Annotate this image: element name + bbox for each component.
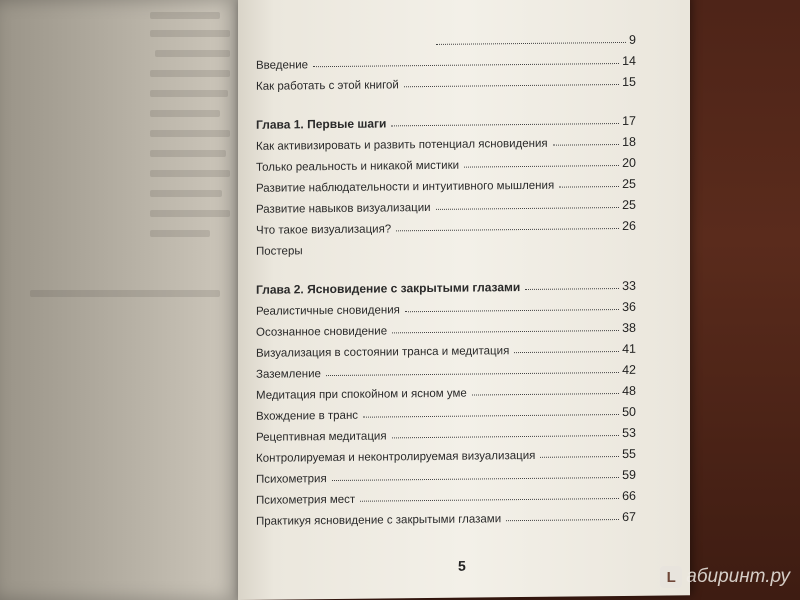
dot-leader bbox=[363, 414, 619, 418]
toc-page-number: 53 bbox=[622, 425, 636, 440]
toc-page-number: 48 bbox=[622, 383, 636, 398]
dot-leader bbox=[313, 63, 619, 67]
ghost-text-line bbox=[150, 110, 220, 117]
ghost-text-line bbox=[150, 70, 230, 77]
ghost-text-line bbox=[150, 150, 226, 157]
dot-leader bbox=[396, 228, 619, 231]
dot-leader bbox=[472, 393, 619, 396]
toc-page-number: 18 bbox=[622, 134, 636, 149]
ghost-text-line bbox=[150, 90, 228, 97]
toc-page-number: 66 bbox=[622, 488, 636, 503]
dot-leader bbox=[391, 123, 619, 126]
toc-entry-title: Что такое визуализация? bbox=[256, 223, 392, 237]
dot-leader bbox=[436, 207, 620, 210]
ghost-text-line bbox=[150, 210, 230, 217]
toc-page-number: 25 bbox=[622, 197, 636, 212]
dot-leader bbox=[464, 165, 619, 168]
toc-page-number: 15 bbox=[622, 74, 636, 89]
toc-page-number: 25 bbox=[622, 176, 636, 191]
watermark-text: абиринт.ру bbox=[686, 566, 790, 587]
ghost-text-line bbox=[150, 170, 230, 177]
ghost-text-line bbox=[150, 12, 220, 19]
toc-entry-title: Медитация при спокойном и ясном уме bbox=[256, 387, 467, 402]
toc-row bbox=[256, 68, 636, 93]
toc-entry-title: Развитие навыков визуализации bbox=[256, 201, 431, 216]
toc-page-number: 9 bbox=[629, 32, 636, 47]
chapter-title: Глава 2. Ясновидение с закрытыми глазами bbox=[256, 280, 521, 297]
toc-entry-title: Заземление bbox=[256, 368, 321, 381]
toc-entry-title: Рецептивная медитация bbox=[256, 430, 387, 444]
toc-page-number: 41 bbox=[622, 341, 636, 356]
ghost-text-line bbox=[155, 50, 230, 57]
toc-entry-title: Психометрия bbox=[256, 473, 327, 486]
toc-page-number: 55 bbox=[622, 446, 636, 461]
toc-entry-title: Как активизировать и развить потенциал ясновидения bbox=[256, 137, 548, 153]
toc-page-number: 42 bbox=[622, 362, 636, 377]
toc-entry-title: Только реальность и никакой мистики bbox=[256, 159, 460, 174]
dot-leader bbox=[559, 186, 619, 188]
toc-page-number: 14 bbox=[622, 53, 636, 68]
book-page bbox=[238, 0, 690, 600]
dot-leader bbox=[553, 144, 619, 146]
toc-page-number: 20 bbox=[622, 155, 636, 170]
dot-leader bbox=[308, 250, 633, 253]
toc-entry-title: Визуализация в состоянии транса и медитация bbox=[256, 345, 510, 360]
dot-leader bbox=[514, 351, 619, 353]
dot-leader bbox=[436, 42, 626, 45]
dot-leader bbox=[506, 519, 619, 521]
toc-entry-title: Практикуя ясновидение с закрытыми глазами bbox=[256, 513, 502, 528]
toc-page-number: 38 bbox=[622, 320, 636, 335]
dot-leader bbox=[392, 330, 619, 333]
toc-entry-title: Вхождение в транс bbox=[256, 409, 359, 423]
toc-row bbox=[256, 233, 636, 258]
toc-page-number: 33 bbox=[622, 278, 636, 293]
toc-page-number: 36 bbox=[622, 299, 636, 314]
toc-page-number: 17 bbox=[622, 113, 636, 128]
toc-entry-title: Контролируемая и неконтролируемая визуализация bbox=[256, 449, 536, 465]
toc-page-number: 26 bbox=[622, 218, 636, 233]
chapter-title: Глава 1. Первые шаги bbox=[256, 116, 387, 132]
toc-entry-title: Постеры bbox=[256, 245, 303, 258]
dot-leader bbox=[405, 309, 619, 312]
toc-entry-title: Развитие наблюдательности и интуитивного мышления bbox=[256, 179, 555, 195]
left-page bbox=[0, 0, 238, 600]
dot-leader bbox=[326, 372, 619, 376]
ghost-text-line bbox=[150, 190, 222, 197]
dot-leader bbox=[392, 435, 620, 438]
dot-leader bbox=[525, 288, 619, 290]
dot-leader bbox=[360, 498, 619, 502]
toc-page-number: 59 bbox=[622, 467, 636, 482]
toc-page-number: 50 bbox=[622, 404, 636, 419]
toc-row bbox=[256, 503, 636, 528]
ghost-text-line bbox=[30, 290, 220, 297]
dot-leader bbox=[404, 84, 619, 87]
toc-entry-title: Осознанное сновидение bbox=[256, 325, 388, 339]
watermark bbox=[660, 566, 790, 588]
ghost-text-line bbox=[150, 30, 230, 37]
ghost-text-line bbox=[150, 130, 230, 137]
toc-page-number: 67 bbox=[622, 509, 636, 524]
table-of-contents bbox=[256, 26, 636, 528]
labirint-logo-icon: L bbox=[660, 566, 682, 588]
toc-entry-title: Введение bbox=[256, 59, 309, 72]
toc-entry-title: Психометрия мест bbox=[256, 493, 356, 507]
toc-entry-title: Как работать с этой книгой bbox=[256, 79, 399, 93]
dot-leader bbox=[332, 477, 619, 481]
dot-leader bbox=[540, 456, 619, 458]
ghost-text-line bbox=[150, 230, 210, 237]
toc-entry-title: Реалистичные сновидения bbox=[256, 304, 400, 318]
page-number-folio: 5 bbox=[458, 557, 466, 574]
